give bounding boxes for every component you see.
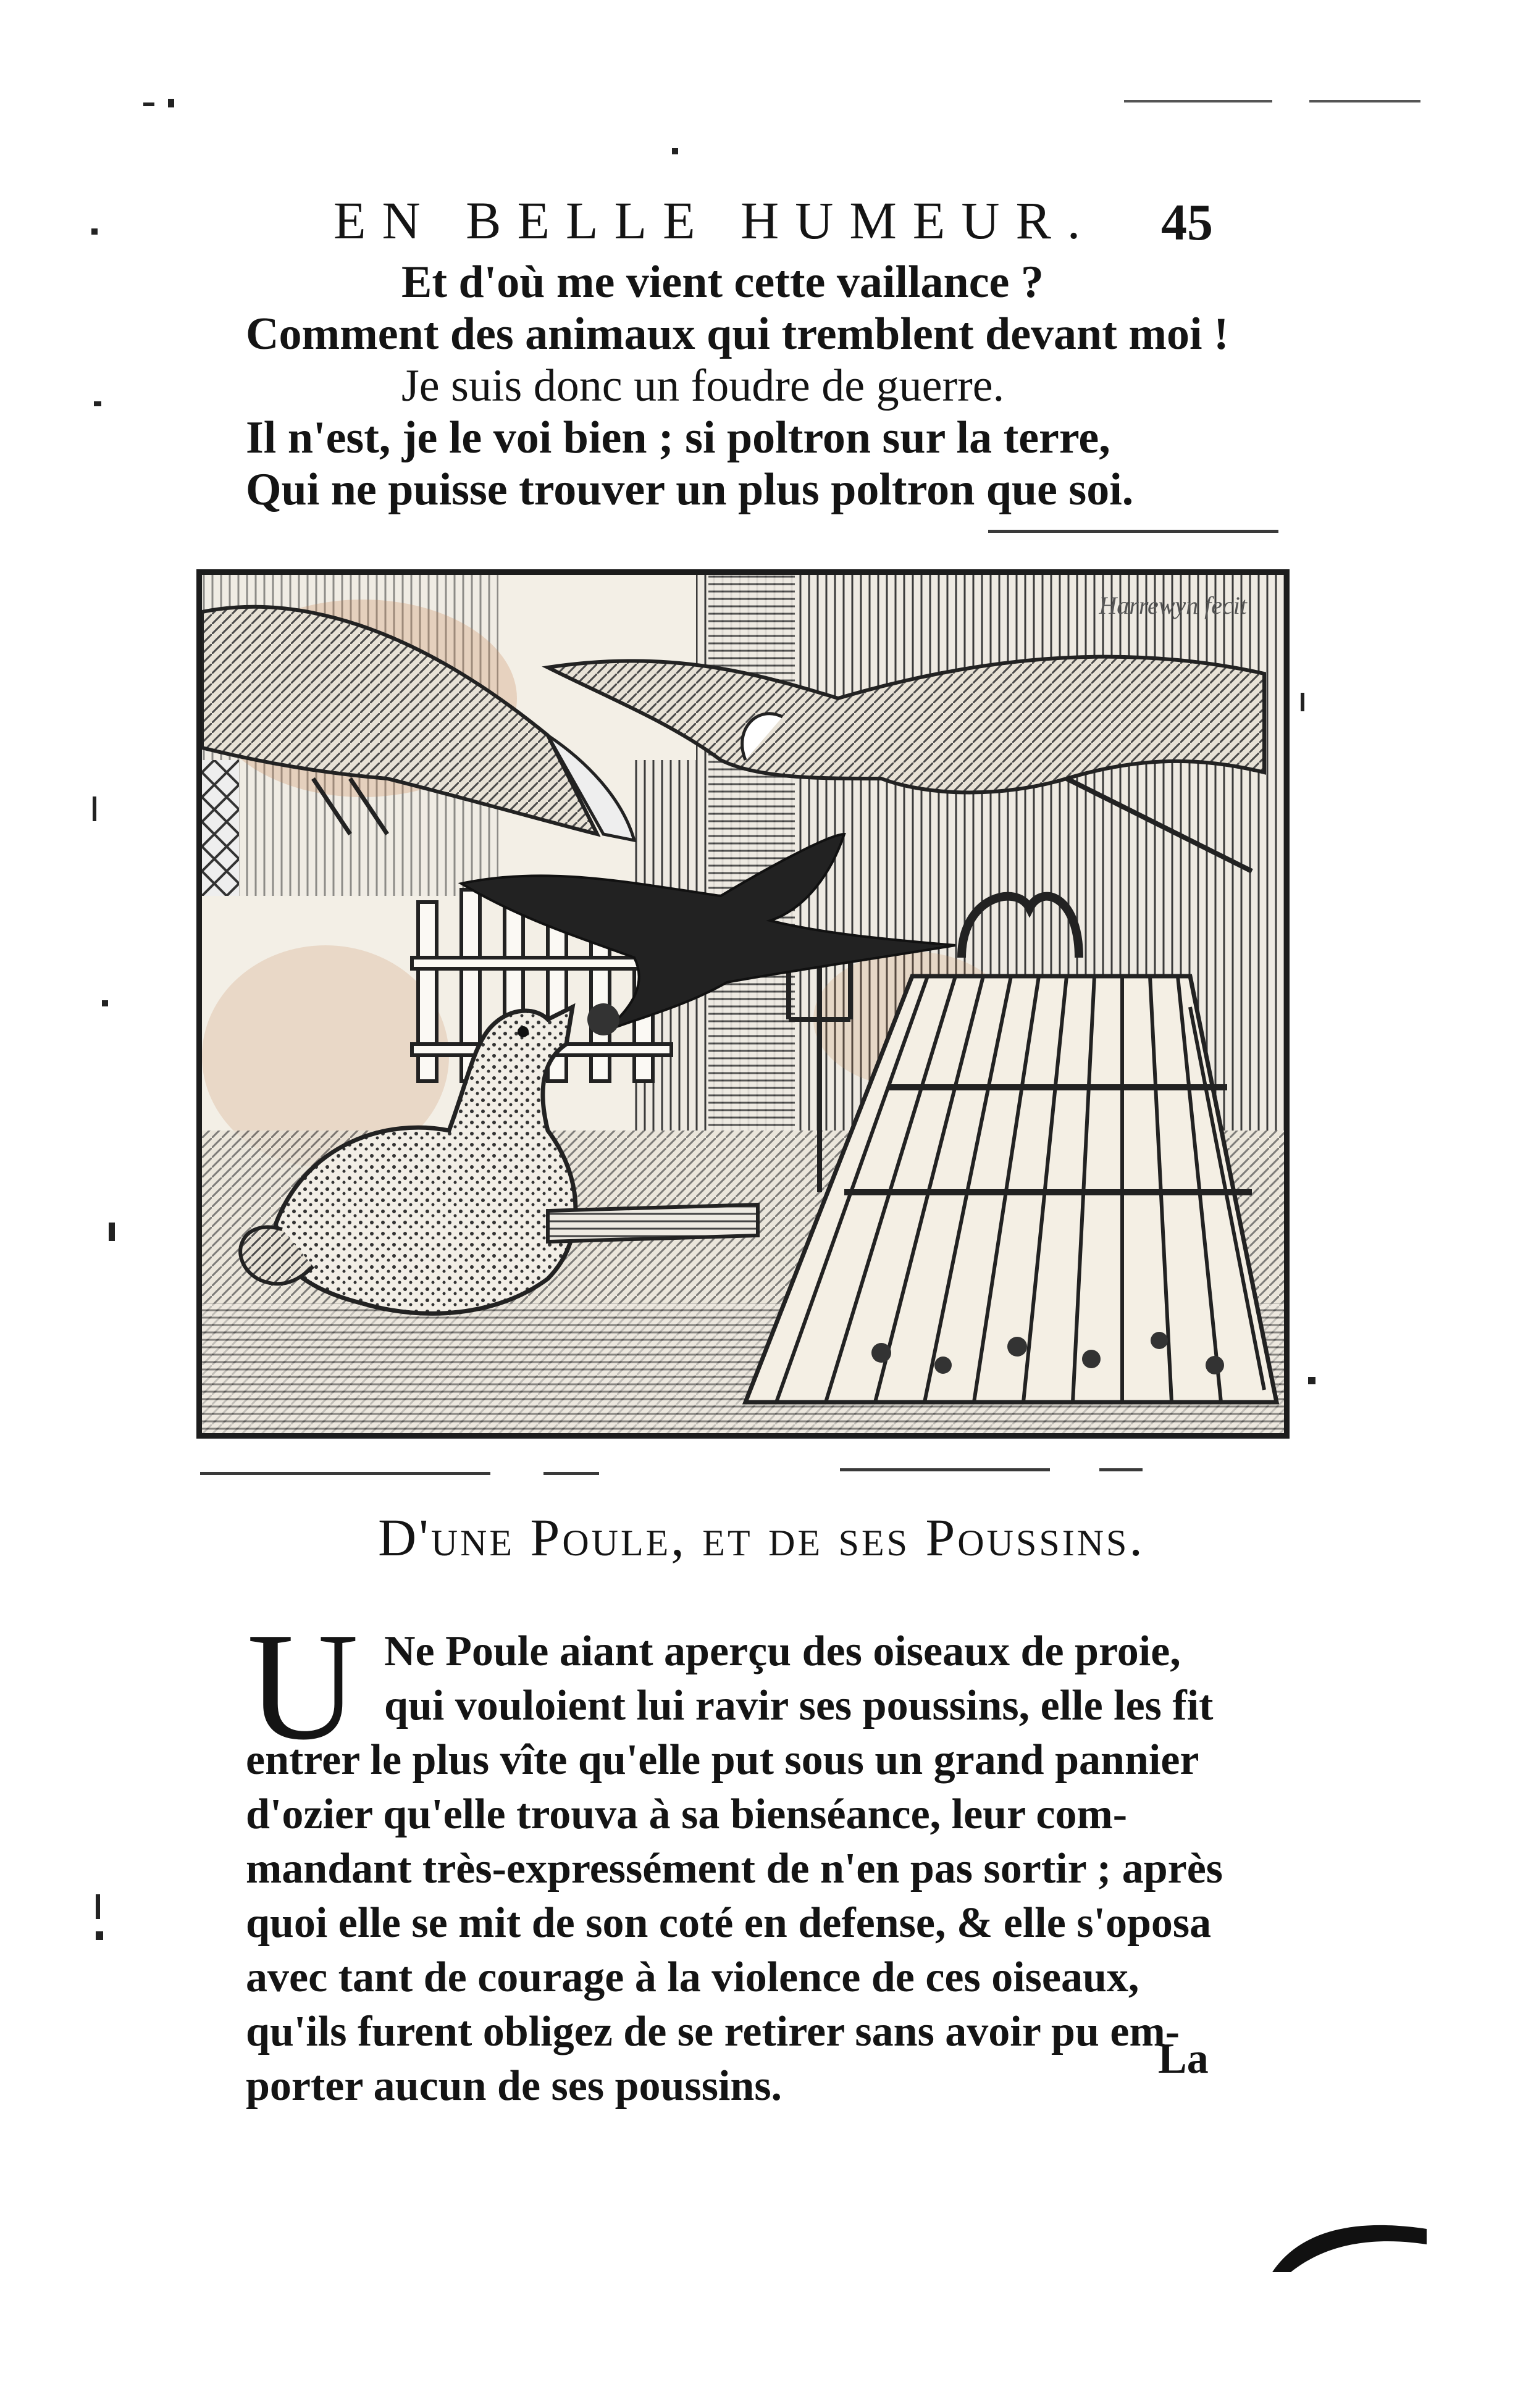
ink-speck <box>1309 100 1420 102</box>
divider-rule <box>1099 1468 1143 1471</box>
verse-line: Il n'est, je le voi bien ; si poltron sur la terre, <box>246 412 1110 463</box>
ink-speck <box>91 228 98 235</box>
ink-speck <box>96 1931 103 1940</box>
ink-speck <box>1301 693 1304 711</box>
verse-line: Je suis donc un foudre de guerre. <box>401 361 1005 411</box>
prose-line: quoi elle se mit de son coté en defense, & elle s'oposa <box>246 1899 1212 1947</box>
engraving-illustration <box>196 569 1290 1439</box>
prose-line: Ne Poule aiant aperçu des oiseaux de proie, <box>384 1628 1181 1675</box>
divider-rule <box>543 1472 599 1475</box>
engraving-drawing <box>202 575 1284 1433</box>
ink-speck <box>672 148 678 154</box>
verse-line: Et d'où me vient cette vaillance ? <box>401 257 1044 307</box>
prose-line: d'ozier qu'elle trouva à sa bienséance, leur com- <box>246 1791 1128 1838</box>
running-head <box>0 180 1523 261</box>
ink-smudge <box>1272 2210 1433 2278</box>
divider-rule <box>200 1472 490 1475</box>
divider-rule <box>988 530 1278 533</box>
divider-rule <box>840 1468 1050 1471</box>
ink-speck <box>1124 100 1272 102</box>
ink-speck <box>143 102 154 106</box>
prose-line: mandant très-expressément de n'en pas sortir ; après <box>246 1845 1223 1892</box>
verse-line: Qui ne puisse trouver un plus poltron que soi. <box>246 464 1134 515</box>
ink-speck <box>1308 1377 1315 1384</box>
prose-line: qu'ils furent obligez de se retirer sans avoir pu em- <box>246 2008 1180 2055</box>
prose-line: entrer le plus vîte qu'elle put sous un grand pannier <box>246 1736 1199 1784</box>
prose-line: avec tant de courage à la violence de ces oiseaux, <box>246 1954 1139 2001</box>
ink-speck <box>96 1894 100 1919</box>
ink-speck <box>102 1000 108 1006</box>
running-head-title: EN BELLE HUMEUR. <box>334 191 1097 250</box>
catchword: La <box>1158 2035 1209 2083</box>
fable-title: D'une Poule, et de ses Poussins. <box>378 1508 1145 1567</box>
prose-line: porter aucun de ses poussins. <box>246 2062 782 2110</box>
ink-speck <box>94 401 101 406</box>
page-number: 45 <box>1161 194 1213 251</box>
verse-line: Comment des animaux qui tremblent devant moi ! <box>246 309 1229 359</box>
engraver-signature: Harrewyn fecit <box>1099 592 1247 619</box>
ink-speck <box>168 99 174 107</box>
ink-speck <box>109 1223 115 1241</box>
trough <box>548 1205 758 1242</box>
prose-line: qui vouloient lui ravir ses poussins, elle les fit <box>384 1682 1214 1729</box>
drop-cap: U <box>247 1601 359 1772</box>
ink-speck <box>93 796 96 821</box>
